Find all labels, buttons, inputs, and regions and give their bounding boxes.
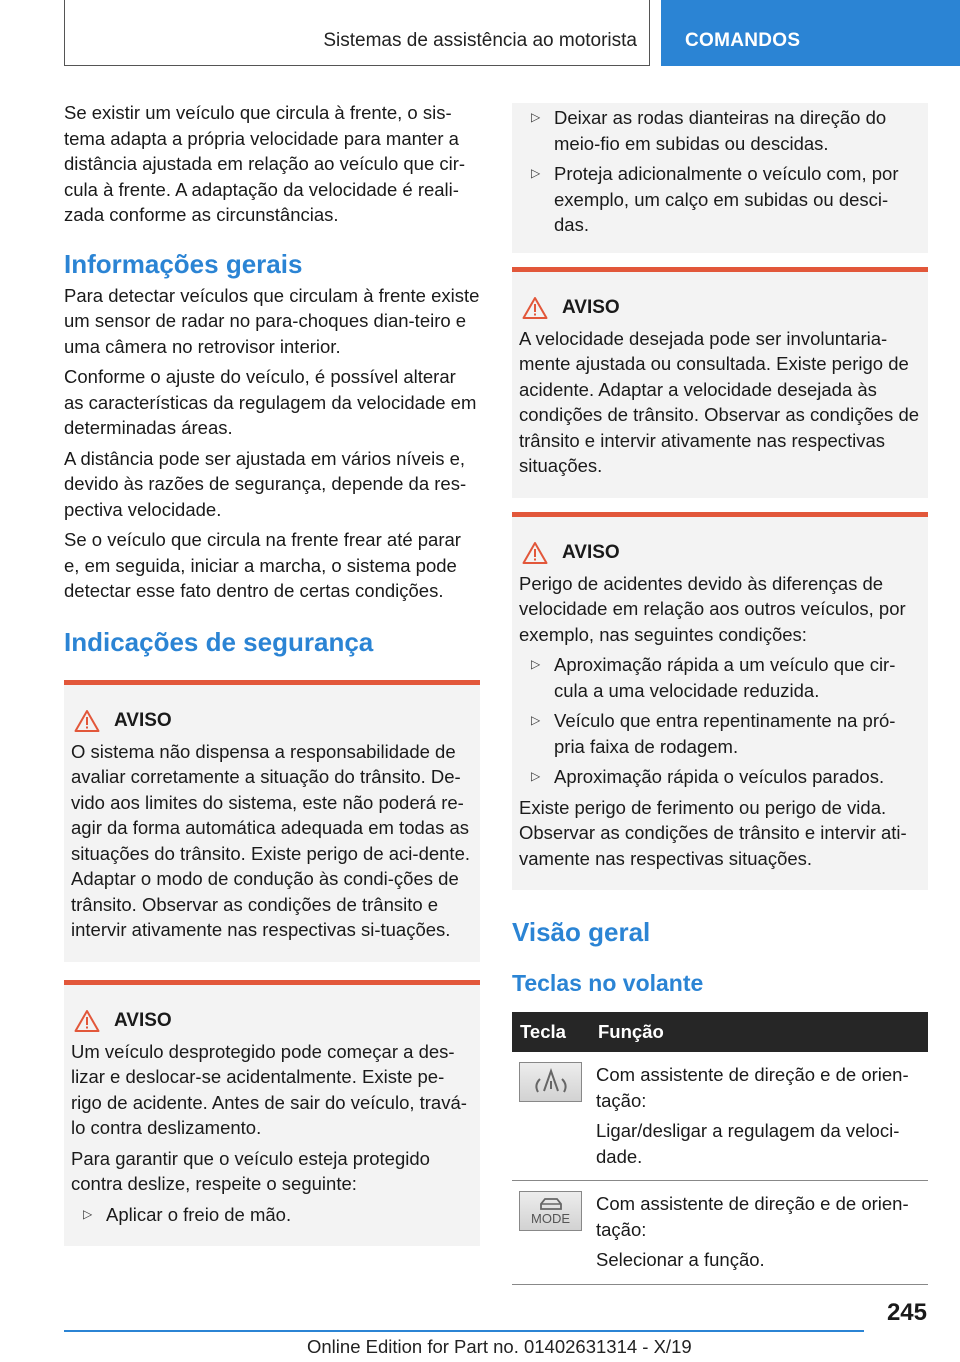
warning-box-3 bbox=[512, 267, 928, 498]
safety-heading: Indicações de segurança bbox=[64, 626, 374, 657]
warning-title: AVISO bbox=[562, 541, 620, 563]
warning-triangle-icon bbox=[522, 296, 548, 320]
column-header-key: Tecla bbox=[512, 1012, 590, 1052]
header-chapter-label: COMANDOS bbox=[685, 30, 801, 51]
footer-edition-text: Online Edition for Part no. 01402631314 - X/19 bbox=[307, 1336, 692, 1357]
triangle-bullet-icon: ▷ bbox=[531, 657, 541, 671]
key-function-cell: Com assistente de direção e de orien-tação: Ligar/desligar a regulagem da veloci-dade. bbox=[590, 1052, 928, 1181]
continued-bullet-list bbox=[519, 105, 921, 238]
intro-paragraph: Se existir um veículo que circula à frente, o sis-tema adapta a própria velocidade para manter a distância ajustada em relação ao veículo que cir-cula à frente. A adaptação da velocidade é reali-zada conforme as circunstâncias. bbox=[64, 102, 466, 225]
warning-title: AVISO bbox=[562, 296, 620, 318]
warning-bullet-list bbox=[519, 652, 921, 790]
list-item: ▷ Proteja adicionalmente o veículo com, por exemplo, um calço em subidas ou desci-das. bbox=[531, 163, 899, 235]
triangle-bullet-icon: ▷ bbox=[531, 110, 541, 124]
triangle-bullet-icon: ▷ bbox=[531, 166, 541, 180]
footer-divider bbox=[64, 1330, 864, 1332]
warning-text: O sistema não dispensa a responsabilidade de avaliar corretamente a situação do trânsito. De-vido aos limites do sistema, este não poderá re-agir da forma automática adequada em todas as situações do trânsito. Existe perigo de aci-dente. Adaptar o modo de condução às condi-ções de trânsito. Observar as condições de trânsito e intervir ativamente nas respectivas si-tuações. bbox=[71, 740, 471, 940]
warning-triangle-icon bbox=[522, 541, 548, 565]
list-item: ▷ Aplicar o freio de mão. bbox=[71, 1202, 473, 1228]
page-number: 245 bbox=[886, 1299, 927, 1326]
steering-assist-glyph-icon bbox=[531, 1067, 571, 1097]
warning-header bbox=[522, 535, 921, 571]
continued-bullet-box bbox=[512, 103, 928, 253]
key-function-cell: Com assistente de direção e de orien-tação: Selecionar a função. bbox=[590, 1181, 928, 1285]
warning-text-2: Para garantir que o veículo esteja protegido contra deslize, respeite o seguinte: bbox=[71, 1147, 430, 1194]
wheel-keys-heading: Teclas no volante bbox=[512, 970, 704, 996]
warning-triangle-icon bbox=[74, 709, 100, 733]
header-chapter-tab bbox=[661, 0, 960, 66]
warning-triangle-icon bbox=[74, 1009, 100, 1033]
general-info-heading: Informações gerais bbox=[64, 248, 303, 279]
triangle-bullet-icon: ▷ bbox=[83, 1206, 93, 1221]
driving-assistant-icon bbox=[519, 1062, 582, 1102]
header-section-box bbox=[64, 0, 650, 66]
warning-box-2 bbox=[64, 980, 480, 1247]
warning-bullet-list bbox=[71, 1202, 473, 1228]
header-section-title: Sistemas de assistência ao motorista bbox=[323, 30, 637, 51]
warning-text-2: Existe perigo de ferimento ou perigo de vida. Observar as condições de trânsito e intervir ati-vamente nas respectivas situações. bbox=[519, 796, 907, 869]
key-icon-cell bbox=[512, 1052, 590, 1181]
mode-label: MODE bbox=[531, 1211, 570, 1226]
warning-title: AVISO bbox=[114, 1009, 172, 1031]
warning-box-4 bbox=[512, 512, 928, 891]
warning-box-1 bbox=[64, 680, 480, 962]
triangle-bullet-icon: ▷ bbox=[531, 769, 541, 783]
warning-text: A velocidade desejada pode ser involuntaria-mente ajustada ou consultada. Existe perigo de acidente. Adaptar a velocidade desejada às condições de trânsito. Observar as condições de trânsito e intervir ativamente nas respectivas situações. bbox=[519, 327, 920, 476]
car-glyph-icon bbox=[536, 1196, 566, 1212]
warning-title: AVISO bbox=[114, 709, 172, 731]
table-header-row bbox=[512, 1012, 928, 1052]
table-row bbox=[512, 1052, 928, 1181]
keys-table bbox=[512, 1012, 928, 1285]
list-item: ▷ Veículo que entra repentinamente na pró-pria faixa de rodagem. bbox=[531, 710, 896, 757]
triangle-bullet-icon: ▷ bbox=[531, 713, 541, 727]
warning-text: Perigo de acidentes devido às diferenças de velocidade em relação aos outros veículos, por exemplo, nas seguintes condições: bbox=[519, 572, 906, 645]
list-item: ▷ Aproximação rápida o veículos parados. bbox=[519, 764, 921, 790]
general-paragraph-4: Se o veículo que circula na frente frear até parar e, em seguida, iniciar a marcha, o sistema pode detectar esse fato dentro de certas condições. bbox=[64, 529, 461, 601]
left-column bbox=[64, 100, 480, 1246]
column-header-function: Função bbox=[590, 1012, 928, 1052]
right-column bbox=[512, 103, 928, 1285]
key-icon-cell bbox=[512, 1181, 590, 1285]
overview-heading: Visão geral bbox=[512, 917, 651, 947]
list-item: ▷ Deixar as rodas dianteiras na direção do meio-fio em subidas ou descidas. bbox=[531, 107, 887, 154]
general-paragraph-1: Para detectar veículos que circulam à frente existe um sensor de radar no para-choques dian-teiro e uma câmera no retrovisor interior. bbox=[64, 284, 480, 357]
table-row bbox=[512, 1181, 928, 1285]
warning-header bbox=[74, 1003, 473, 1039]
list-item: ▷ Aproximação rápida a um veículo que cir-cula a uma velocidade reduzida. bbox=[531, 654, 896, 701]
general-paragraph-2: Conforme o ajuste do veículo, é possível alterar as características da regulagem da velocidade em determinadas áreas. bbox=[64, 366, 477, 438]
mode-button-icon bbox=[519, 1191, 582, 1231]
warning-header bbox=[74, 703, 473, 739]
warning-text: Um veículo desprotegido pode começar a des-lizar e deslocar-se acidentalmente. Existe pe-rigo de acidente. Antes de sair do veículo, travá-lo contra deslizamento. bbox=[71, 1040, 467, 1138]
general-paragraph-3: A distância pode ser ajustada em vários níveis e, devido às razões de segurança, depende da res-pectiva velocidade. bbox=[64, 447, 467, 520]
warning-header bbox=[522, 290, 921, 326]
